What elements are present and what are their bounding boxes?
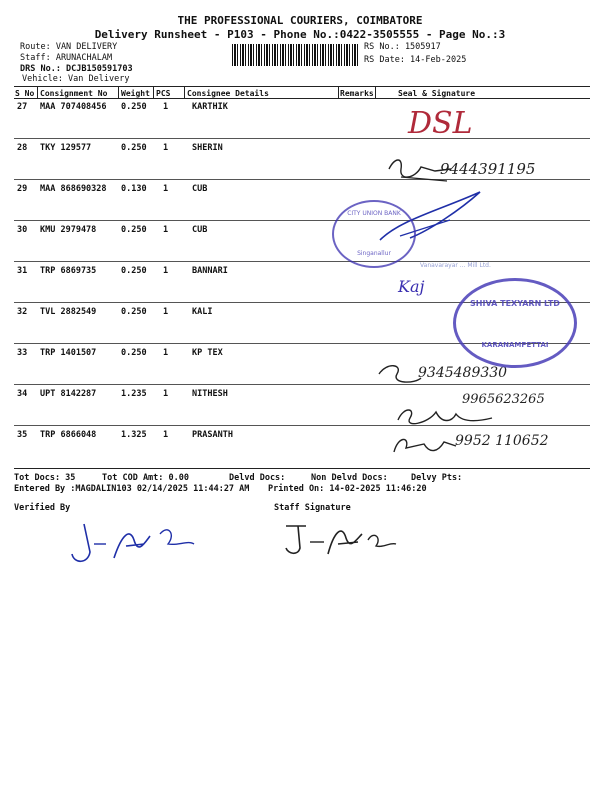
col-divider (37, 86, 38, 98)
row-consignee: CUB (192, 225, 208, 235)
row-pcs: 1 (163, 225, 169, 235)
row-consignee: KARTHIK (192, 102, 228, 112)
non-delvd-docs: Non Delvd Docs: (311, 473, 388, 483)
signature-row-34 (392, 402, 502, 430)
row-consignee: PRASANTH (192, 430, 233, 440)
row-weight: 0.250 (121, 266, 147, 276)
col-sno: S No (15, 89, 35, 98)
signature-scribble-33 (375, 360, 425, 388)
row-sno: 32 (17, 307, 28, 317)
row-divider (14, 425, 590, 426)
staff-label: Staff: ARUNACHALAM (20, 53, 113, 63)
table-bottom-line (14, 468, 590, 469)
delvy-pts: Delvy Pts: (411, 473, 463, 483)
row-pcs: 1 (163, 143, 169, 153)
row-weight: 1.235 (121, 389, 147, 399)
row-weight: 0.250 (121, 143, 147, 153)
col-divider (184, 86, 185, 98)
row-consignee: BANNARI (192, 266, 228, 276)
row-consignee: NITHESH (192, 389, 228, 399)
staff-signature (280, 514, 400, 564)
col-divider (338, 86, 339, 98)
table-top-line (14, 86, 590, 87)
printed-on: Printed On: 14-02-2025 11:46:20 (268, 484, 427, 494)
row-weight: 0.250 (121, 348, 147, 358)
vehicle-label: Vehicle: Van Delivery (22, 74, 130, 84)
tot-docs: Tot Docs: 35 (14, 473, 76, 483)
row-sno: 27 (17, 102, 28, 112)
row-sno: 34 (17, 389, 28, 399)
row-consignment: TKY 129577 (40, 143, 92, 153)
drs-number: DRS No.: DCJB150591703 (20, 64, 133, 74)
row-pcs: 1 (163, 102, 169, 112)
row-sno: 31 (17, 266, 28, 276)
route-label: Route: VAN DELIVERY (20, 42, 118, 52)
col-divider (153, 86, 154, 98)
col-seal-signature: Seal & Signature (398, 89, 476, 98)
row-weight: 0.250 (121, 307, 147, 317)
shiva-stamp-place: KARANAMPETTAI (481, 341, 549, 349)
barcode (232, 44, 360, 66)
row-consignment: TVL 2882549 (40, 307, 97, 317)
row-pcs: 1 (163, 184, 169, 194)
rs-date: RS Date: 14-Feb-2025 (364, 55, 467, 65)
col-weight: Weight (121, 89, 150, 98)
bank-stamp-branch: Singanallur (357, 250, 391, 257)
row-consignment: TRP 6866048 (40, 430, 97, 440)
row-consignment: MAA 707408456 (40, 102, 107, 112)
row-consignment: KMU 2979478 (40, 225, 97, 235)
phone-row-35: 9952 110652 (455, 433, 549, 449)
entered-by: Entered By :MAGDALIN103 02/14/2025 11:44:27 AM (14, 484, 250, 494)
company-title: THE PROFESSIONAL COURIERS, COIMBATORE (177, 14, 423, 27)
col-divider (375, 86, 376, 98)
row-consignment: MAA 868690328 (40, 184, 107, 194)
row-pcs: 1 (163, 348, 169, 358)
row-pcs: 1 (163, 266, 169, 276)
row-consignment: TRP 1401507 (40, 348, 97, 358)
verified-by-label: Verified By (14, 503, 71, 513)
row-weight: 1.325 (121, 430, 147, 440)
row-weight: 0.250 (121, 102, 147, 112)
bank-stamp (332, 200, 416, 268)
shiva-stamp-name: SHIVA TEXYARN LTD (470, 299, 560, 308)
verified-by-signature (64, 514, 204, 574)
signature-row-27: DSL (408, 106, 473, 141)
rs-number: RS No.: 1505917 (364, 42, 441, 52)
row-divider (14, 138, 590, 139)
signature-row-28: 9444391195 (440, 160, 536, 178)
tot-cod-amt: Tot COD Amt: 0.00 (102, 473, 189, 483)
row-pcs: 1 (163, 389, 169, 399)
row-weight: 0.130 (121, 184, 147, 194)
row-consignment: TRP 6869735 (40, 266, 97, 276)
signature-row-35 (388, 432, 460, 462)
table-header-line (14, 98, 590, 99)
row-consignee: KALI (192, 307, 213, 317)
delvd-docs: Delvd Docs: (229, 473, 286, 483)
col-consignee: Consignee Details (187, 89, 269, 98)
runsheet-subtitle: Delivery Runsheet - P103 - Phone No.:0422-3505555 - Page No.:3 (94, 28, 506, 41)
faded-stamp-text: Vanavarayar ... Mill Ltd. (420, 262, 491, 269)
row-sno: 29 (17, 184, 28, 194)
col-consignment: Consignment No (40, 89, 108, 98)
col-remarks: Remarks (340, 89, 374, 98)
signature-row-31: Kaj (398, 277, 425, 296)
phone-row-34: 9965623265 (462, 392, 545, 407)
row-weight: 0.250 (121, 225, 147, 235)
row-pcs: 1 (163, 430, 169, 440)
row-consignee: SHERIN (192, 143, 223, 153)
row-consignee: KP TEX (192, 348, 223, 358)
shiva-texyarn-stamp (453, 278, 577, 368)
row-divider (14, 384, 590, 385)
bank-stamp-name: CITY UNION BANK (347, 210, 401, 217)
col-pcs: PCS (156, 89, 171, 98)
row-sno: 35 (17, 430, 28, 440)
row-sno: 30 (17, 225, 28, 235)
row-sno: 33 (17, 348, 28, 358)
row-consignment: UPT 8142287 (40, 389, 97, 399)
row-pcs: 1 (163, 307, 169, 317)
row-sno: 28 (17, 143, 28, 153)
col-divider (118, 86, 119, 98)
row-consignee: CUB (192, 184, 208, 194)
phone-row-33: 9345489330 (418, 365, 508, 381)
staff-signature-label: Staff Signature (274, 503, 351, 513)
